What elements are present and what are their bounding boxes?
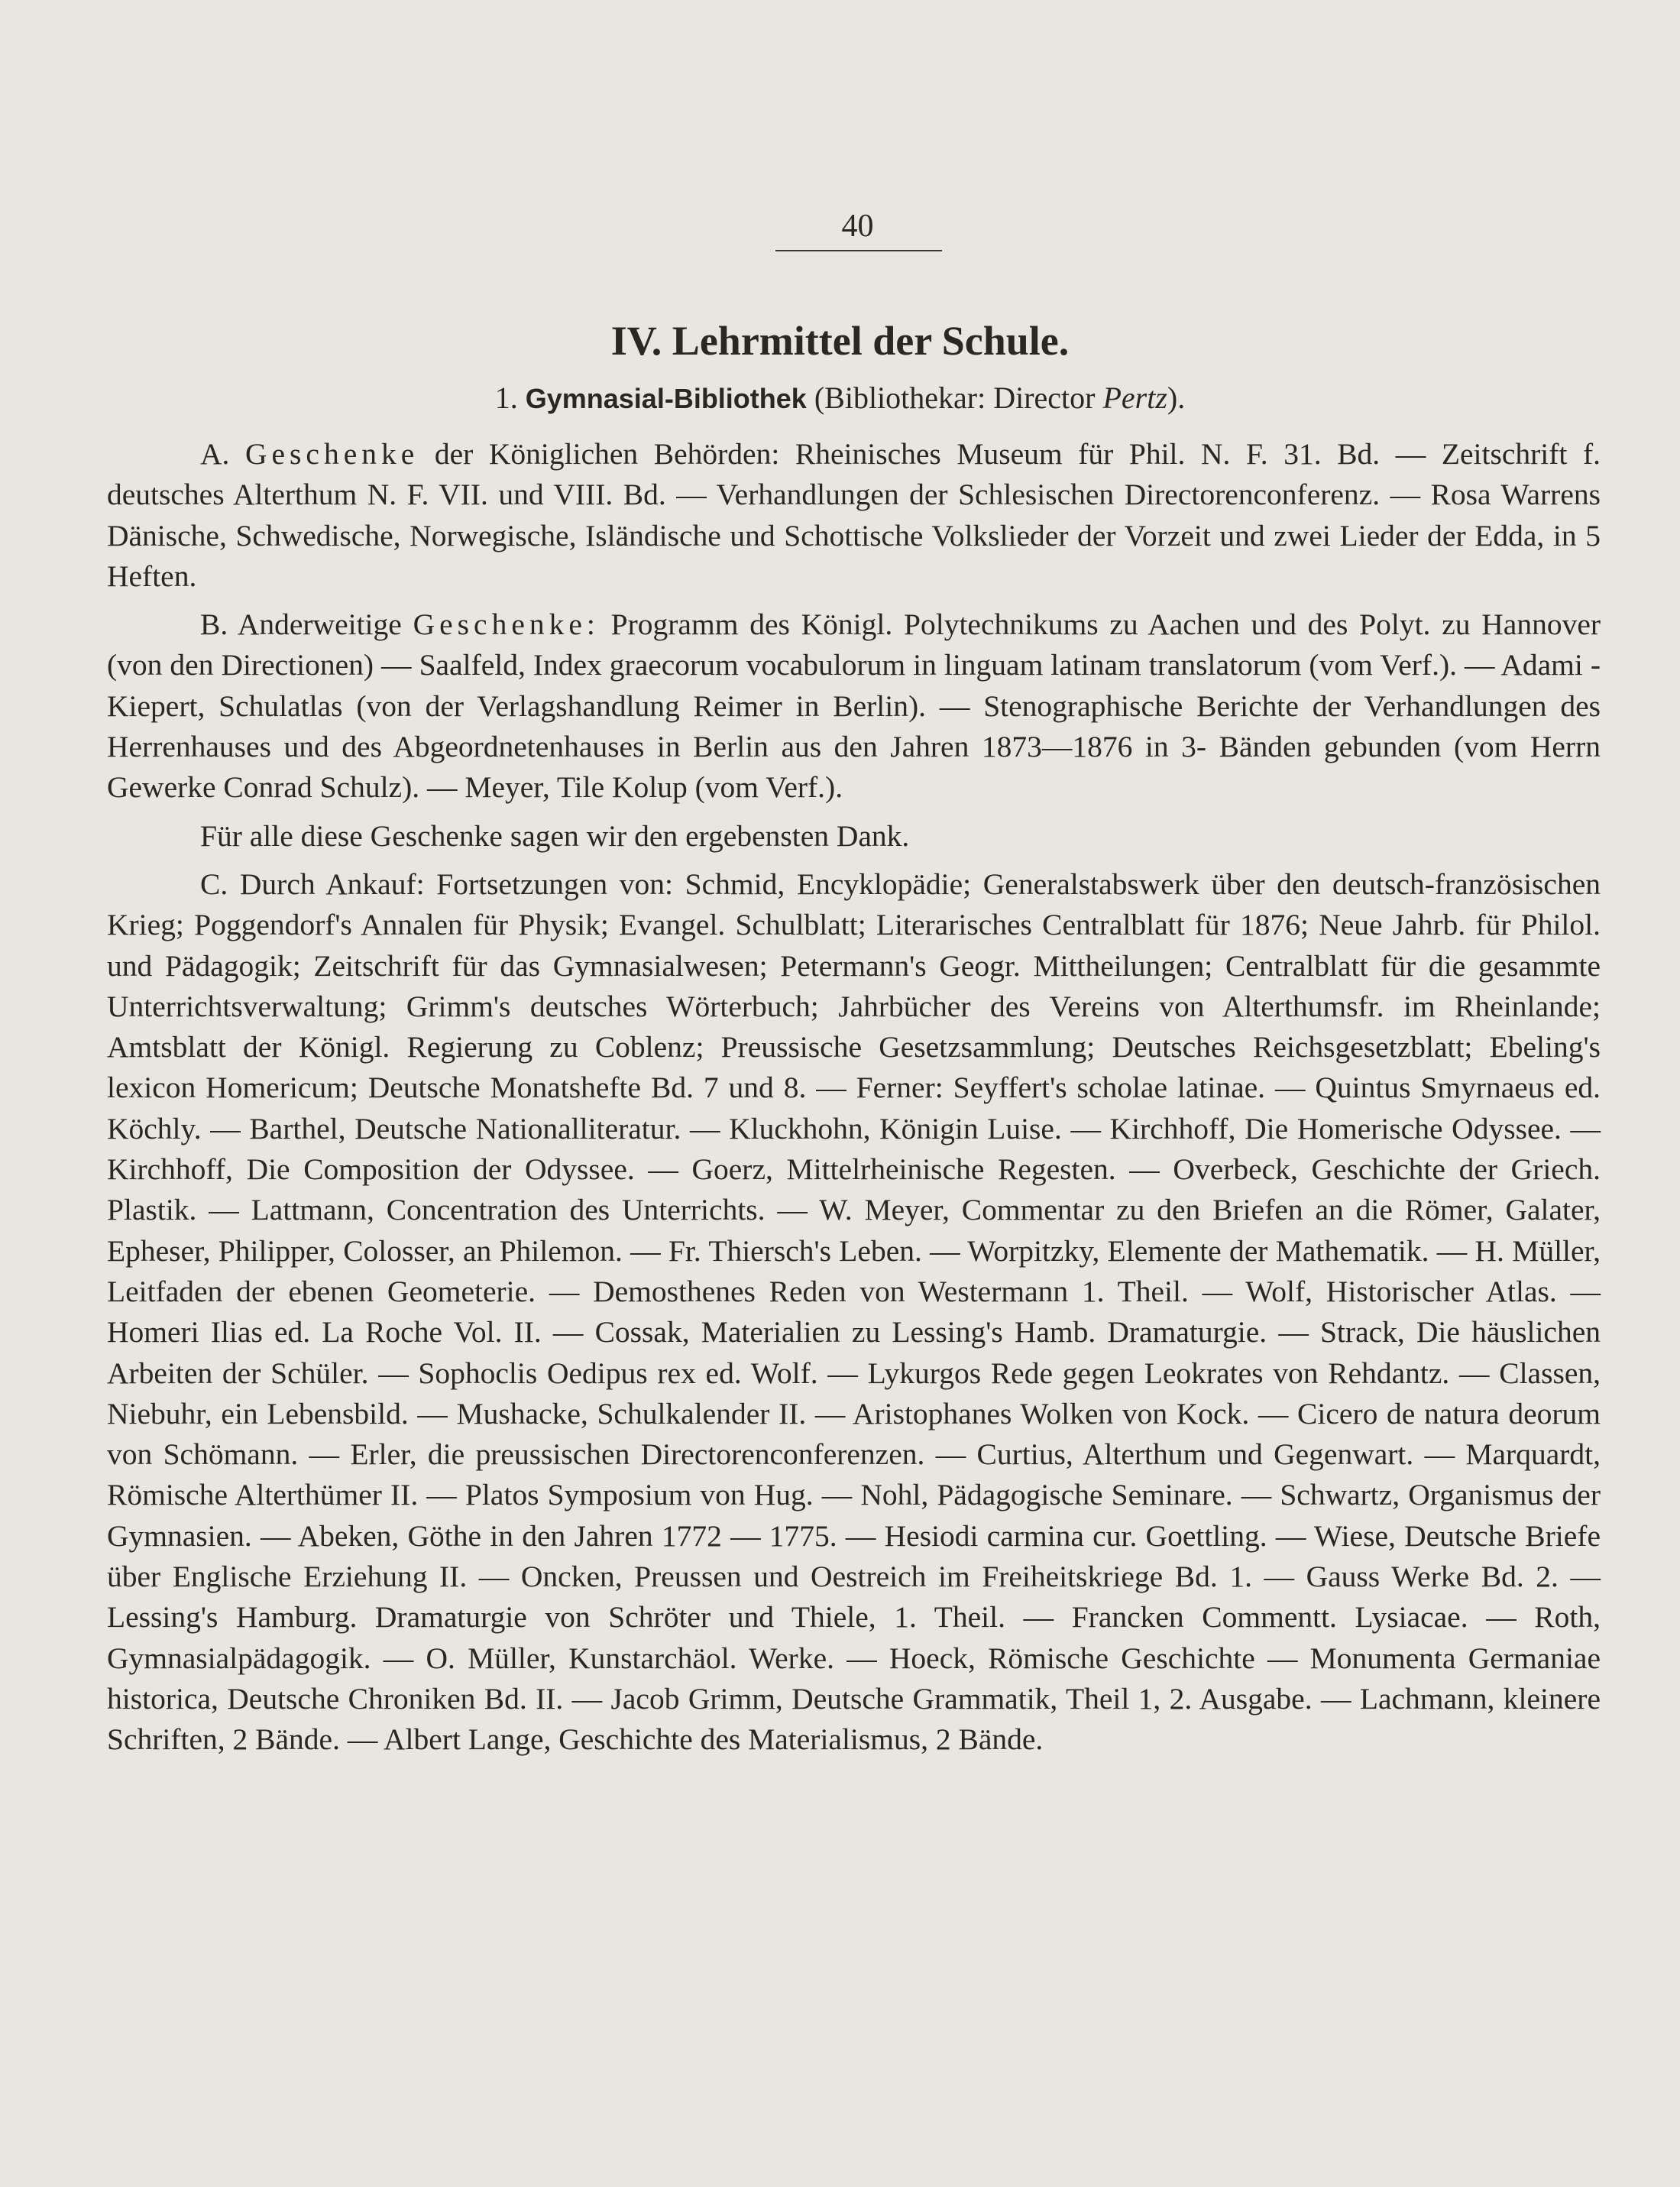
paragraph-a-keyword: Geschenke — [245, 437, 419, 471]
paragraph-c-label: C. Durch Ankauf: — [200, 867, 425, 901]
paragraph-a — [107, 434, 1601, 597]
paragraph-b-label: B. Anderweitige — [200, 608, 402, 642]
section-heading: IV. Lehrmittel der Schule. — [610, 318, 1070, 364]
library-subheading — [0, 376, 1680, 421]
page-number-rule — [775, 250, 942, 251]
paragraph-c — [107, 864, 1601, 1761]
librarian-name: Pertz — [1102, 381, 1167, 415]
page-number: 40 — [841, 209, 874, 244]
body-text — [107, 434, 1601, 1768]
paragraph-a-text: der Königlichen Behörden: Rheinisches Museum für Phil. N. F. 31. Bd. — Zeitschrift f. deutsches Alterthum N. F. VII. und VIII. Bd. — Verhandlungen der Schlesischen Directorenconferenz. — Rosa Warrens Dänische, Schwedische, Norwegische, Isländische und Schottische Volkslieder der Vorzeit und zwei Lieder der Edda, in 5 Heften. — [107, 437, 1601, 593]
librarian-suffix: ). — [1167, 381, 1186, 415]
paragraph-thanks — [107, 816, 1601, 857]
paragraph-b-text: Programm des Königl. Polytechnikums zu Aachen und des Polyt. zu Hannover (von den Directionen) — Saalfeld, Index graecorum vocabulorum in linguam latinam translatorum (vom Verf.). — Adami - Kiepert, Schulatlas (von der Verlagshandlung Reimer in Berlin). — Stenographische Berichte der Verhandlungen des Herrenhauses und des Abgeordnetenhauses in Berlin aus den Jahren 1873—1876 in 3- Bänden gebunden (vom Herrn Gewerke Conrad Schulz). — Meyer, Tile Kolup (vom Verf.). — [107, 608, 1601, 805]
librarian-prefix: (Bibliothekar: Director — [814, 381, 1096, 415]
library-name: Gymnasial-Bibliothek — [525, 383, 807, 414]
paragraph-thanks-text: Für alle diese Geschenke sagen wir den ergebensten Dank. — [200, 818, 910, 853]
subheading-number: 1. — [494, 381, 518, 415]
paragraph-a-label: A. — [200, 437, 230, 471]
paragraph-b — [107, 604, 1601, 808]
paragraph-c-text: Fortsetzungen von: Schmid, Encyklopädie; Generalstabswerk über den deutsch-französischen Krieg; Poggendorf's Annalen für Physik; Evangel. Schulblatt; Literarisches Centralblatt für 1876; Neue Jahrb. für Philol. und Pädagogik; Zeitschrift für das Gymnasialwesen; Petermann's Geogr. Mittheilungen; Centralblatt für die gesammte Unterrichtsverwaltung; Grimm's deutsches Wörterbuch; Jahrbücher des Vereins von Alterthumsfr. im Rheinlande; Amtsblatt der Königl. Regierung zu Coblenz; Preussische Gesetzsammlung; Deutsches Reichsgesetzblatt; Ebeling's lexicon Homericum; Deutsche Monatshefte Bd. 7 und 8. — Ferner: Seyffert's scholae latinae. — Quintus Smyrnaeus ed. Köchly. — Barthel, Deutsche Nationalliteratur. — Kluckhohn, Königin Luise. — Kirchhoff, Die Homerische Odyssee. — Kirchhoff, Die Composition der Odyssee. — Goerz, Mittelrheinische Regesten. — Overbeck, Geschichte der Griech. Plastik. — Lattmann, Concentration des Unterrichts. — W. Meyer, Commentar zu den Briefen an die Römer, Galater, Epheser, Philipper, Colosser, an Philemon. — Fr. Thiersch's Leben. — Worpitzky, Elemente der Mathematik. — H. Müller, Leitfaden der ebenen Geometerie. — Demosthenes Reden von Westermann 1. Theil. — Wolf, Historischer Atlas. — Homeri Ilias ed. La Roche Vol. II. — Cossak, Materialien zu Lessing's Hamb. Dramaturgie. — Strack, Die häuslichen Arbeiten der Schüler. — Sophoclis Oedipus rex ed. Wolf. — Lykurgos Rede gegen Leokrates von Rehdantz. — Classen, Niebuhr, ein Lebensbild. — Mushacke, Schulkalender II. — Aristophanes Wolken von Kock. — Cicero de natura deorum von Schömann. — Erler, die preussischen Directorenconferenzen. — Curtius, Alterthum und Gegenwart. — Marquardt, Römische Alterthümer II. — Platos Symposium von Hug. — Nohl, Pädagogische Seminare. — Schwartz, Organismus der Gymnasien. — Abeken, Göthe in den Jahren 1772 — 1775. — Hesiodi carmina cur. Goettling. — Wiese, Deutsche Briefe über Englische Erziehung II. — Oncken, Preussen und Oestreich im Freiheitskriege Bd. 1. — Gauss Werke Bd. 2. — Lessing's Hamburg. Dramaturgie von Schröter und Thiele, 1. Theil. — Francken Commentt. Lysiacae. — Roth, Gymnasialpädagogik. — O. Müller, Kunstarchäol. Werke. — Hoeck, Römische Geschichte — Monumenta Germaniae historica, Deutsche Chroniken Bd. II. — Jacob Grimm, Deutsche Grammatik, Theil 1, 2. Ausgabe. — Lachmann, kleinere Schriften, 2 Bände. — Albert Lange, Geschichte des Materialismus, 2 Bände. — [107, 867, 1601, 1757]
paragraph-b-keyword: Geschenke: — [413, 608, 600, 642]
